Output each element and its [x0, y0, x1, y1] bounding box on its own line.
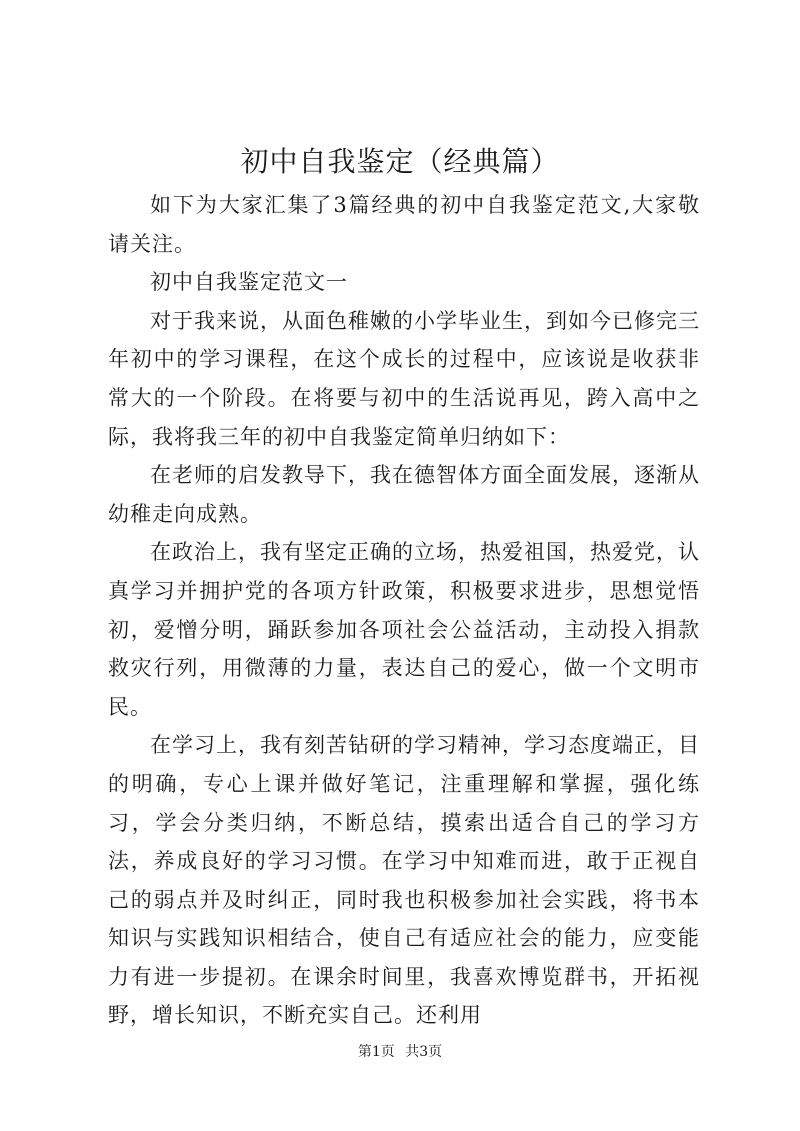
page-total: 共3页	[405, 1044, 443, 1060]
page-footer	[0, 1042, 800, 1062]
document-body	[108, 186, 700, 1035]
paragraph-section-heading: 初中自我鉴定范文一	[150, 270, 348, 295]
paragraph-opening: 对于我来说，从面色稚嫩的小学毕业生，到如今已修完三年初中的学习课程，在这个成长的过程中，应该说是收获非常大的一个阶段。在将要与初中的生活说再见，跨入高中之际，我将我三年的初中自我鉴定简单归纳如下：	[108, 308, 700, 449]
paragraph-politics: 在政治上，我有坚定正确的立场，热爱祖国，热爱党，认真学习并拥护党的各项方针政策，积极要求进步，思想觉悟初，爱憎分明，踊跃参加各项社会公益活动，主动投入捐款救灾行列，用微薄的力量，表达自己的爱心，做一个文明市民。	[108, 540, 700, 719]
paragraph-study: 在学习上，我有刻苦钻研的学习精神，学习态度端正，目的明确，专心上课并做好笔记，注重理解和掌握，强化练习，学会分类归纳，不断总结，摸索出适合自己的学习方法，养成良好的学习习惯。在学习中知难而进，敢于正视自己的弱点并及时纠正，同时我也积极参加社会实践，将书本知识与实践知识相结合，使自己有适应社会的能力，应变能力有进一步提初。在课余时间里，我喜欢博览群书，开拓视野，增长知识，不断充实自己。还利用	[108, 733, 700, 1028]
paragraph-overview: 在老师的启发教导下，我在德智体方面全面发展，逐渐从幼稚走向成熟。	[108, 463, 700, 526]
page-number: 第1页	[357, 1044, 395, 1060]
paragraph-intro: 如下为大家汇集了3篇经典的初中自我鉴定范文,大家敬请关注。	[108, 193, 700, 256]
document-title: 初中自我鉴定（经典篇）	[240, 145, 560, 178]
